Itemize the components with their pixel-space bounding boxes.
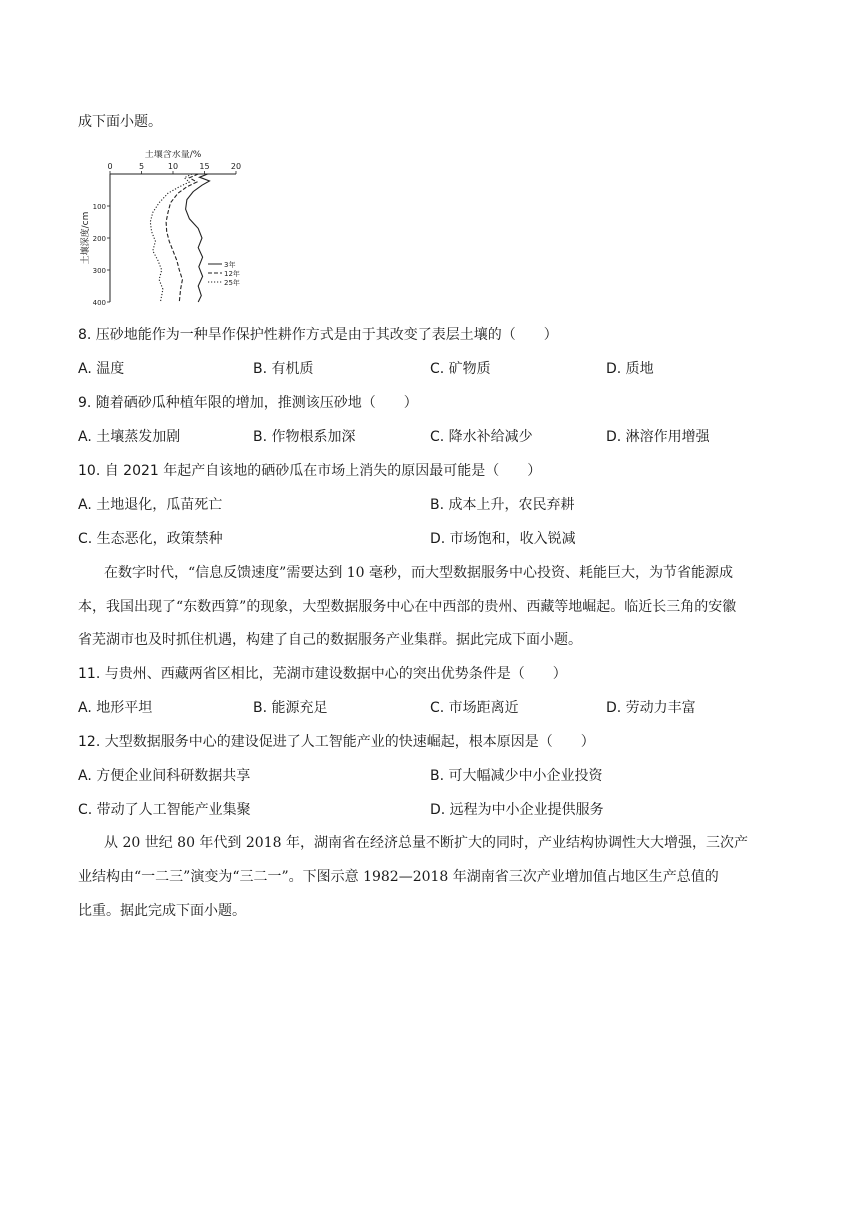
x-tick-label: 0 xyxy=(107,162,113,171)
q9-option-d[interactable]: D. 淋溶作用增强 xyxy=(606,429,710,445)
passage3-line-1: 从 20 世纪 80 年代到 2018 年，湖南省在经济总量不断扩大的同时，产业结构协调性大大增强，三次产 xyxy=(104,835,748,851)
q11-option-a[interactable]: A. 地形平坦 xyxy=(78,700,153,716)
x-tick-label: 10 xyxy=(167,162,179,171)
soil-moisture-chart xyxy=(74,150,244,310)
x-tick-label: 15 xyxy=(199,162,210,171)
question-8-stem: 8. 压砂地能作为一种旱作保护性耕作方式是由于其改变了表层土壤的（ ） xyxy=(78,327,558,343)
series-line-3 xyxy=(150,174,192,302)
question-12-stem: 12. 大型数据服务中心的建设促进了人工智能产业的快速崛起，根本原因是（ ） xyxy=(78,734,595,750)
passage3-line-2: 业结构由“一二三”演变为“三二一”。下图示意 1982—2018 年湖南省三次产业增加值占地区生产总值的 xyxy=(78,869,719,885)
chart-svg xyxy=(74,150,244,310)
q11-option-b[interactable]: B. 能源充足 xyxy=(253,700,328,716)
q9-option-b[interactable]: B. 作物根系加深 xyxy=(253,429,356,445)
q12-option-b[interactable]: B. 可大幅减少中小企业投资 xyxy=(430,768,603,784)
x-tick-label: 20 xyxy=(230,162,242,171)
q8-option-c[interactable]: C. 矿物质 xyxy=(430,361,491,377)
series-line-2 xyxy=(166,174,198,302)
question-10-stem: 10. 自 2021 年起产自该地的硒砂瓜在市场上消失的原因最可能是（ ） xyxy=(78,463,542,479)
q12-option-c[interactable]: C. 带动了人工智能产业集聚 xyxy=(78,802,251,818)
q10-option-b[interactable]: B. 成本上升，农民弃耕 xyxy=(430,497,575,513)
question-9-stem: 9. 随着硒砂瓜种植年限的增加，推测该压砂地（ ） xyxy=(78,395,418,411)
y-axis-label: 土壤深度/cm xyxy=(81,211,91,265)
chart-title: 土壤含水量/% xyxy=(144,150,202,160)
passage2-line-1: 在数字时代，“信息反馈速度”需要达到 10 毫秒，而大型数据服务中心投资、耗能巨大，为节省能源成 xyxy=(104,565,734,581)
y-tick-label: 400 xyxy=(92,299,106,307)
y-tick-label: 200 xyxy=(92,235,106,243)
q12-option-a[interactable]: A. 方便企业间科研数据共享 xyxy=(78,768,251,784)
y-tick-label: 300 xyxy=(92,267,106,275)
passage3-line-3: 比重。据此完成下面小题。 xyxy=(78,903,246,919)
passage2-line-3: 省芜湖市也及时抓住机遇，构建了自己的数据服务产业集群。据此完成下面小题。 xyxy=(78,632,582,648)
q8-option-b[interactable]: B. 有机质 xyxy=(253,361,314,377)
y-tick-label: 100 xyxy=(92,203,106,211)
series-line-1 xyxy=(186,174,210,302)
q11-option-d[interactable]: D. 劳动力丰富 xyxy=(606,700,696,716)
legend-label-1: 3年 xyxy=(224,261,236,269)
q10-option-d[interactable]: D. 市场饱和，收入锐减 xyxy=(430,531,576,547)
q11-option-c[interactable]: C. 市场距离近 xyxy=(430,700,519,716)
q9-option-c[interactable]: C. 降水补给减少 xyxy=(430,429,533,445)
passage2-line-2: 本，我国出现了“东数西算”的现象，大型数据服务中心在中西部的贵州、西藏等地崛起。临近长三角的安徽 xyxy=(78,599,737,615)
intro-tail: 成下面小题。 xyxy=(78,114,162,130)
legend-label-2: 12年 xyxy=(224,270,240,278)
q9-option-a[interactable]: A. 土壤蒸发加剧 xyxy=(78,429,181,445)
q10-option-c[interactable]: C. 生态恶化，政策禁种 xyxy=(78,531,223,547)
x-tick-label: 5 xyxy=(138,162,145,171)
q12-option-d[interactable]: D. 远程为中小企业提供服务 xyxy=(430,802,604,818)
q8-option-d[interactable]: D. 质地 xyxy=(606,361,654,377)
q8-option-a[interactable]: A. 温度 xyxy=(78,361,125,377)
question-11-stem: 11. 与贵州、西藏两省区相比，芜湖市建设数据中心的突出优势条件是（ ） xyxy=(78,666,567,682)
legend-label-3: 25年 xyxy=(224,279,240,287)
q10-option-a[interactable]: A. 土地退化，瓜苗死亡 xyxy=(78,497,223,513)
